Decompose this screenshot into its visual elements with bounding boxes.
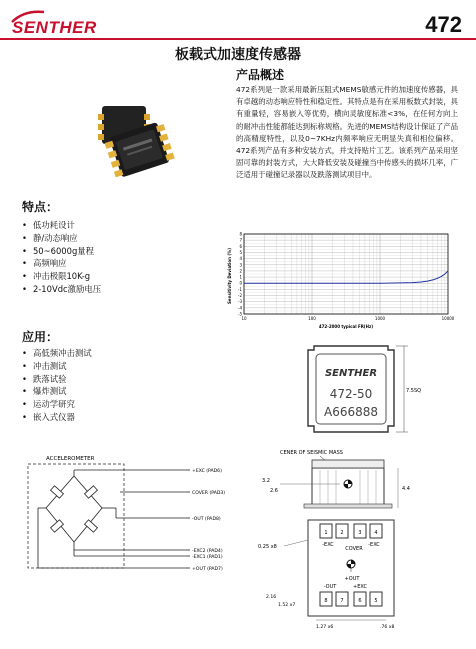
list-item: • 冲击极限10K-g — [22, 270, 101, 283]
y-tick-labels — [238, 232, 242, 317]
list-item: • 高低频冲击测试 — [22, 347, 92, 360]
pin-label: +EXC (PAD6) — [192, 469, 222, 474]
brand-logo: SENTHER — [12, 18, 97, 37]
y-tick-label: 5 — [239, 249, 242, 255]
list-item: • 跌落试验 — [22, 373, 92, 386]
dimension-label: 2.6 — [270, 488, 278, 494]
list-item: • 冲击测试 — [22, 360, 92, 373]
list-item: • 运动学研究 — [22, 398, 92, 411]
x-tick-label: 10000 — [441, 316, 455, 321]
header-divider — [0, 38, 476, 40]
dimension-label: 1.27 x6 — [316, 625, 334, 630]
pad-number: 7 — [340, 598, 344, 604]
pad-label: -EXC — [322, 542, 334, 548]
pad-label: -OUT — [323, 584, 337, 590]
pad-number: 8 — [324, 598, 328, 604]
x-axis-label: 472-2000 typical FR(Hz) — [318, 324, 374, 329]
model-number: 472 — [425, 12, 462, 37]
y-tick-label: -1 — [238, 286, 242, 292]
y-tick-label: 2 — [239, 268, 242, 274]
chart-grid — [244, 234, 448, 314]
pin-label: -EXC2 (PAD4) — [192, 549, 223, 554]
bridge-circuit-diagram — [16, 452, 236, 576]
dimension-label: 0.25 x8 — [258, 544, 277, 550]
overview-paragraph: 472系列是一款采用最新压阻式MEMS敏感元件的加速度传感器，具有卓越的动态响应特性和稳定性。其特点是有在采用板数式封装，具有重量轻，容易嵌入等优势，横向灵敏度标准<3%，在任何方向上的耐冲击性能都能达到标称规格。先进的MEMS结构设计保证了产品的高精度特性，以及0~7KHz内频率响应无明显失真和相位偏移。472系列产品有多种安装方式，并支持贴片工艺。该系列产品采用坚固可靠的封装方式，大大降低安装及碰撞当中传感头的损坏几率，广泛适用于碰撞记录器以及跌落测试项目中。 — [236, 85, 458, 180]
frequency-response-chart — [226, 228, 458, 330]
y-tick-label: 6 — [239, 243, 242, 249]
y-tick-label: 3 — [239, 262, 242, 268]
x-tick-label: 10 — [241, 316, 247, 321]
pad-label: COVER — [345, 546, 363, 552]
y-tick-label: 7 — [239, 237, 242, 243]
pin-label: -OUT (PAD8) — [192, 517, 221, 522]
list-item: • 低功耗设计 — [22, 219, 101, 232]
features-list — [22, 219, 101, 296]
dimension-label: 4.4 — [402, 486, 410, 492]
y-tick-label: 8 — [239, 231, 242, 237]
pin-label: COVER (PAD3) — [192, 491, 226, 496]
dimension-label: .76 x8 — [380, 625, 395, 630]
pad-label: +OUT — [344, 576, 360, 582]
applications-heading: 应用： — [22, 330, 59, 344]
package-top-view — [296, 340, 426, 440]
y-tick-label: -5 — [238, 311, 242, 317]
y-tick-label: 0 — [239, 280, 242, 286]
pin-label: -EXC1 (PAD1) — [192, 555, 223, 560]
y-tick-label: -3 — [238, 299, 242, 305]
pad-label: +EXC — [353, 584, 367, 590]
sensor-photo — [70, 98, 180, 194]
x-tick-labels — [241, 316, 454, 321]
list-item: • 静/动态响应 — [22, 232, 101, 245]
pin-label: +OUT (PAD7) — [192, 567, 223, 572]
overview-heading: 产品概述 — [236, 68, 285, 82]
list-item: • 2-10Vdc激励电压 — [22, 283, 101, 296]
package-brand: SENTHER — [324, 368, 378, 379]
accelerometer-box — [28, 464, 124, 568]
x-tick-label: 1000 — [374, 316, 386, 321]
page-title: 板载式加速度传感器 — [175, 47, 301, 63]
package-lot: A666888 — [323, 405, 379, 419]
circuit-title: ACCELEROMETER — [46, 456, 95, 462]
pad-label: -EXC — [368, 542, 380, 548]
pad-number: 1 — [324, 530, 328, 536]
mechanical-drawing — [250, 446, 462, 642]
dimension-label: 2.16 — [266, 595, 277, 600]
y-tick-label: 4 — [239, 256, 242, 262]
x-tick-label: 100 — [308, 316, 316, 321]
list-item: • 爆炸测试 — [22, 385, 92, 398]
features-heading: 特点： — [22, 200, 59, 214]
pad-number: 5 — [374, 598, 378, 604]
y-tick-label: -4 — [238, 305, 242, 311]
pad-number: 6 — [358, 598, 362, 604]
y-tick-label: -2 — [238, 293, 242, 299]
y-axis-label: Sensitivity Deviation (%) — [227, 247, 232, 305]
pad-number: 2 — [340, 530, 344, 536]
package-dimension: 7.5SQ — [406, 388, 422, 394]
dimension-label: 3.2 — [262, 478, 270, 484]
seismic-mass-label: CENER OF SEISMIC MASS — [280, 450, 343, 456]
applications-list — [22, 347, 92, 424]
pad-number: 3 — [358, 530, 362, 536]
pad-number: 4 — [374, 530, 378, 536]
list-item: • 高频响应 — [22, 257, 101, 270]
y-tick-label: 1 — [239, 274, 242, 280]
list-item: • 50~6000g量程 — [22, 245, 101, 258]
package-part: 472-50 — [329, 387, 373, 401]
dimension-label: 1.52 x7 — [278, 603, 296, 608]
list-item: • 嵌入式仪器 — [22, 411, 92, 424]
